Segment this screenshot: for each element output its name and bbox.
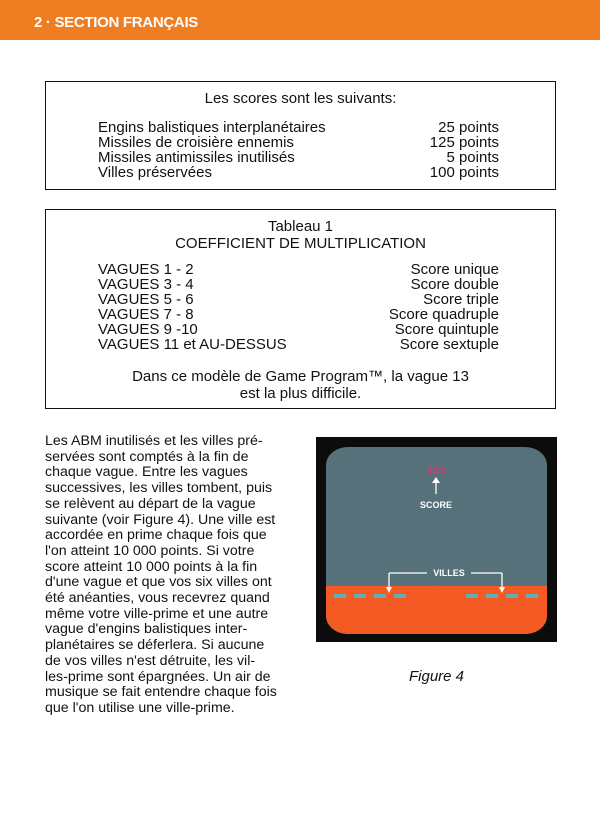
score-value: 5 points [446, 149, 499, 166]
body-line: vague d'engins balistiques inter- [45, 621, 248, 638]
body-paragraph [45, 434, 297, 717]
table-note-line: Dans ce modèle de Game Program™, la vague 13 [132, 368, 469, 385]
city-block [394, 594, 406, 598]
body-line: score atteint 10 000 points à la fin [45, 558, 258, 575]
table-note [46, 368, 555, 402]
multiplier-value: Score double [410, 276, 499, 293]
cities-label: VILLES [433, 568, 465, 578]
score-label: Engins balistiques interplanétaires [98, 119, 326, 136]
cities-arrow-right-icon [499, 587, 505, 593]
multiplier-row [98, 292, 499, 307]
table-heading [46, 218, 555, 252]
multiplier-table-box [45, 209, 556, 409]
body-line: servées sont comptés à la fin de [45, 448, 249, 465]
city-block [486, 594, 498, 598]
section-header-bar [0, 0, 600, 40]
wave-label: VAGUES 3 - 4 [98, 276, 194, 293]
score-row [98, 150, 499, 165]
multiplier-list [98, 262, 499, 352]
game-screen [326, 447, 547, 634]
body-line: de vos villes n'est détruite, les vil- [45, 652, 256, 669]
score-value: 25 points [438, 119, 499, 136]
table-title: COEFFICIENT DE MULTIPLICATION [175, 235, 426, 252]
score-row [98, 165, 499, 180]
body-line: suivante (voir Figure 4). Une ville est [45, 511, 276, 528]
multiplier-value: Score triple [423, 291, 499, 308]
body-line: planétaires se déferlera. Si aucune [45, 637, 265, 654]
wave-label: VAGUES 7 - 8 [98, 306, 194, 323]
body-line: que l'on utilise une ville-prime. [45, 699, 235, 716]
multiplier-value: Score quintuple [394, 321, 499, 338]
score-value: 100 points [429, 164, 499, 181]
city-block [334, 594, 346, 598]
game-screen-illustration [326, 447, 547, 634]
wave-label: VAGUES 11 et AU-DESSUS [98, 336, 287, 353]
table-number: Tableau 1 [267, 218, 334, 235]
multiplier-value: Score unique [410, 261, 499, 278]
section-title: 2 · SECTION FRANÇAIS [34, 14, 199, 31]
body-line: musique se fait entendre chaque fois [45, 684, 277, 701]
city-block [354, 594, 366, 598]
body-line: chaque vague. Entre les vagues [45, 464, 248, 481]
multiplier-row [98, 262, 499, 277]
body-line: Les ABM inutilisés et les villes pré- [45, 433, 263, 449]
body-line: les-prime sont épargnées. Un air de [45, 668, 271, 685]
body-line: été anéanties, vous recevrez quand [45, 590, 270, 607]
wave-label: VAGUES 1 - 2 [98, 261, 194, 278]
score-label: Missiles de croisière ennemis [98, 134, 294, 151]
city-block [374, 594, 386, 598]
city-block [506, 594, 518, 598]
score-row [98, 120, 499, 135]
score-value: 125 points [429, 134, 499, 151]
score-readout: 423 [426, 465, 446, 477]
wave-label: VAGUES 9 -10 [98, 321, 198, 338]
scores-box [45, 81, 556, 190]
body-line: d'une vague et que vos six villes ont [45, 574, 272, 591]
body-line: même votre ville-prime et une autre [45, 605, 269, 622]
missile-base-mound [418, 585, 454, 597]
table-note-line: est la plus difficile. [239, 385, 362, 402]
scores-list [98, 120, 499, 180]
game-screen-figure [316, 437, 557, 642]
scores-title: Les scores sont les suivants: [204, 90, 397, 107]
score-label: Missiles antimissiles inutilisés [98, 149, 295, 166]
multiplier-row [98, 322, 499, 337]
cities-arrow-left-icon [386, 587, 392, 593]
score-label: SCORE [419, 500, 453, 510]
multiplier-row [98, 307, 499, 322]
city-block [466, 594, 478, 598]
multiplier-row [98, 277, 499, 292]
score-arrow-head-icon [432, 477, 440, 483]
multiplier-row [98, 337, 499, 352]
body-line: l'on atteint 10 000 points. Si votre [45, 542, 255, 559]
body-line: accordée en prime chaque fois que [45, 527, 267, 544]
figure-caption: Figure 4 [408, 668, 465, 685]
multiplier-value: Score quadruple [388, 306, 499, 323]
score-row [98, 135, 499, 150]
score-label: Villes préservées [98, 164, 212, 181]
city-block [526, 594, 538, 598]
body-line: successives, les villes tombent, puis [45, 480, 273, 497]
body-line: se relèvent au départ de la vague [45, 495, 256, 512]
multiplier-value: Score sextuple [399, 336, 499, 353]
wave-label: VAGUES 5 - 6 [98, 291, 194, 308]
